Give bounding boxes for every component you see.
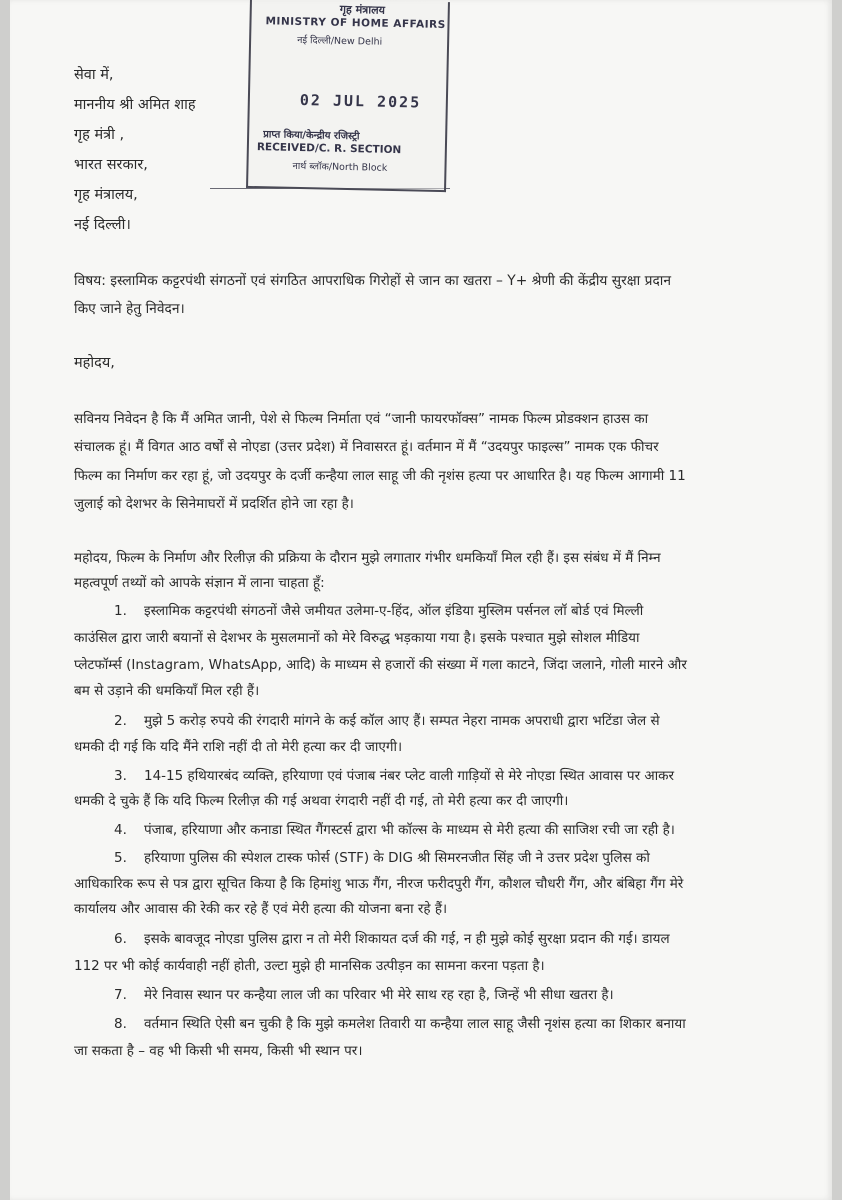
point-text: मुझे 5 करोड़ रुपये की रंगदारी मांगने के कई कॉल आए हैं। सम्पत नेहरा नामक अपराधी द्वारा भटिंडा जेल से <box>144 713 660 729</box>
stamp-received-hindi: प्राप्त किया/केन्द्रीय रजिस्ट्री <box>263 129 360 143</box>
stamp-ministry: MINISTRY OF HOME AFFAIRS <box>265 15 446 32</box>
point-text: आधिकारिक रूप से पत्र द्वारा सूचित किया है कि हिमांशु भाऊ गैंग, नीरज फरीदपुरी गैंग, कौशल चौधरी गैंग, और बंबिहा गैंग मेरे <box>74 876 684 892</box>
point-number: 4. <box>114 822 127 838</box>
point-number: 8. <box>114 1016 127 1032</box>
point-number: 3. <box>114 768 127 784</box>
intro-line: फिल्म का निर्माण कर रहा हूं, जो उदयपुर के दर्जी कन्हैया लाल साहू जी की नृशंस हत्या पर आधारित है। यह फिल्म आगामी 11 <box>74 468 686 484</box>
point-text: इस्लामिक कट्टरपंथी संगठनों जैसे जमीयत उलेमा-ए-हिंद, ऑल इंडिया मुस्लिम पर्सनल लॉ बोर्ड एवं मिल्ली <box>144 603 644 619</box>
point-text: इसके बावजूद नोएडा पुलिस द्वारा न तो मेरी शिकायत दर्ज की गई, न ही मुझे कोई सुरक्षा प्रदान की गई। डायल <box>144 931 670 947</box>
intro-line: संचालक हूं। मैं विगत आठ वर्षों से नोएडा (उत्तर प्रदेश) में निवासरत हूं। वर्तमान में मैं “उदयपुर फाइल्स” नामक एक फीचर <box>74 439 659 455</box>
para2-line: महोदय, फिल्म के निर्माण और रिलीज़ की प्रक्रिया के दौरान मुझे लगातार गंभीर धमकियाँ मिल रही हैं। इस संबंध में मैं निम्न <box>74 550 661 566</box>
point-text: धमकी दे चुके हैं कि यदि फिल्म रिलीज़ की गई अथवा रंगदारी नहीं दी गई, तो मेरी हत्या कर दी जाएगी। <box>74 793 569 809</box>
receipt-stamp <box>246 0 450 192</box>
point-text: काउंसिल द्वारा जारी बयानों से देशभर के मुसलमानों को मेरे विरुद्ध भड़काया गया है। इसके पश्चात मुझे सोशल मीडिया <box>74 630 640 646</box>
subject-line: किए जाने हेतु निवेदन। <box>74 301 185 317</box>
para2-line: महत्वपूर्ण तथ्यों को आपके संज्ञान में लाना चाहता हूँ: <box>74 575 325 591</box>
point-number: 5. <box>114 850 127 866</box>
point-number: 2. <box>114 713 127 729</box>
letter-page <box>10 0 832 1200</box>
point-text: हरियाणा पुलिस की स्पेशल टास्क फोर्स (STF) के DIG श्री सिमरनजीत सिंह जी ने उत्तर प्रदेश पुलिस को <box>144 850 650 866</box>
point-number: 7. <box>114 987 127 1003</box>
stamp-hindi-ministry: गृह मंत्रालय <box>339 2 386 17</box>
address-line: गृह मंत्री , <box>74 127 125 143</box>
stamp-date: 02 JUL 2025 <box>299 90 422 112</box>
point-text: 112 पर भी कोई कार्यवाही नहीं होती, उल्टा मुझे ही मानसिक उत्पीड़न का सामना करना पड़ता है। <box>74 958 545 974</box>
stamp-block: नार्थ ब्लॉक/North Block <box>292 160 388 174</box>
point-number: 6. <box>114 931 127 947</box>
subject-line: विषय: इस्लामिक कट्टरपंथी संगठनों एवं संगठित आपराधिक गिरोहों से जान का खतरा – Y+ श्रेणी की केंद्रीय सुरक्षा प्रदान <box>74 273 672 289</box>
address-line: गृह मंत्रालय, <box>74 187 138 203</box>
point-text: मेरे निवास स्थान पर कन्हैया लाल जी का परिवार भी मेरे साथ रह रहा है, जिन्हें भी सीधा खतरा है। <box>144 987 614 1003</box>
stamp-received: RECEIVED/C. R. SECTION <box>256 141 402 157</box>
stamp-city: नई दिल्ली/New Delhi <box>297 34 383 48</box>
address-line: माननीय श्री अमित शाह <box>74 97 196 113</box>
address-line: सेवा में, <box>74 67 114 83</box>
point-text: जा सकता है – वह भी किसी भी समय, किसी भी स्थान पर। <box>74 1043 363 1059</box>
point-text: कार्यालय और आवास की रेकी कर रहे हैं एवं मेरी हत्या की योजना बना रहे हैं। <box>74 901 448 917</box>
address-line: नई दिल्ली। <box>74 217 131 233</box>
intro-line: सविनय निवेदन है कि मैं अमित जानी, पेशे से फिल्म निर्माता एवं “जानी फायरफॉक्स” नामक फिल्म प्रोडक्शन हाउस का <box>74 411 649 427</box>
point-text: धमकी दी गई कि यदि मैंने राशि नहीं दी तो मेरी हत्या कर दी जाएगी। <box>74 739 403 755</box>
point-text: पंजाब, हरियाणा और कनाडा स्थित गैंगस्टर्स द्वारा भी कॉल्स के माध्यम से मेरी हत्या की साजिश रची जा रही है। <box>144 822 675 838</box>
address-line: भारत सरकार, <box>74 157 148 173</box>
point-text: प्लेटफॉर्म्स (Instagram, WhatsApp, आदि) के माध्यम से हजारों की संख्या में गला काटने, जिंदा जलाने, गोली मारने और <box>74 657 687 673</box>
point-text: 14-15 हथियारबंद व्यक्ति, हरियाणा एवं पंजाब नंबर प्लेट वाली गाड़ियों से मेरे नोएडा स्थित आवास पर आकर <box>144 768 675 784</box>
point-number: 1. <box>114 603 127 619</box>
point-text: बम से उड़ाने की धमकियाँ मिल रही हैं। <box>74 683 260 699</box>
intro-line: जुलाई को देशभर के सिनेमाघरों में प्रदर्शित होने जा रहा है। <box>74 496 354 512</box>
salutation: महोदय, <box>74 355 115 371</box>
point-text: वर्तमान स्थिति ऐसी बन चुकी है कि मुझे कमलेश तिवारी या कन्हैया लाल साहू जैसी नृशंस हत्या का शिकार बनाया <box>144 1016 686 1032</box>
